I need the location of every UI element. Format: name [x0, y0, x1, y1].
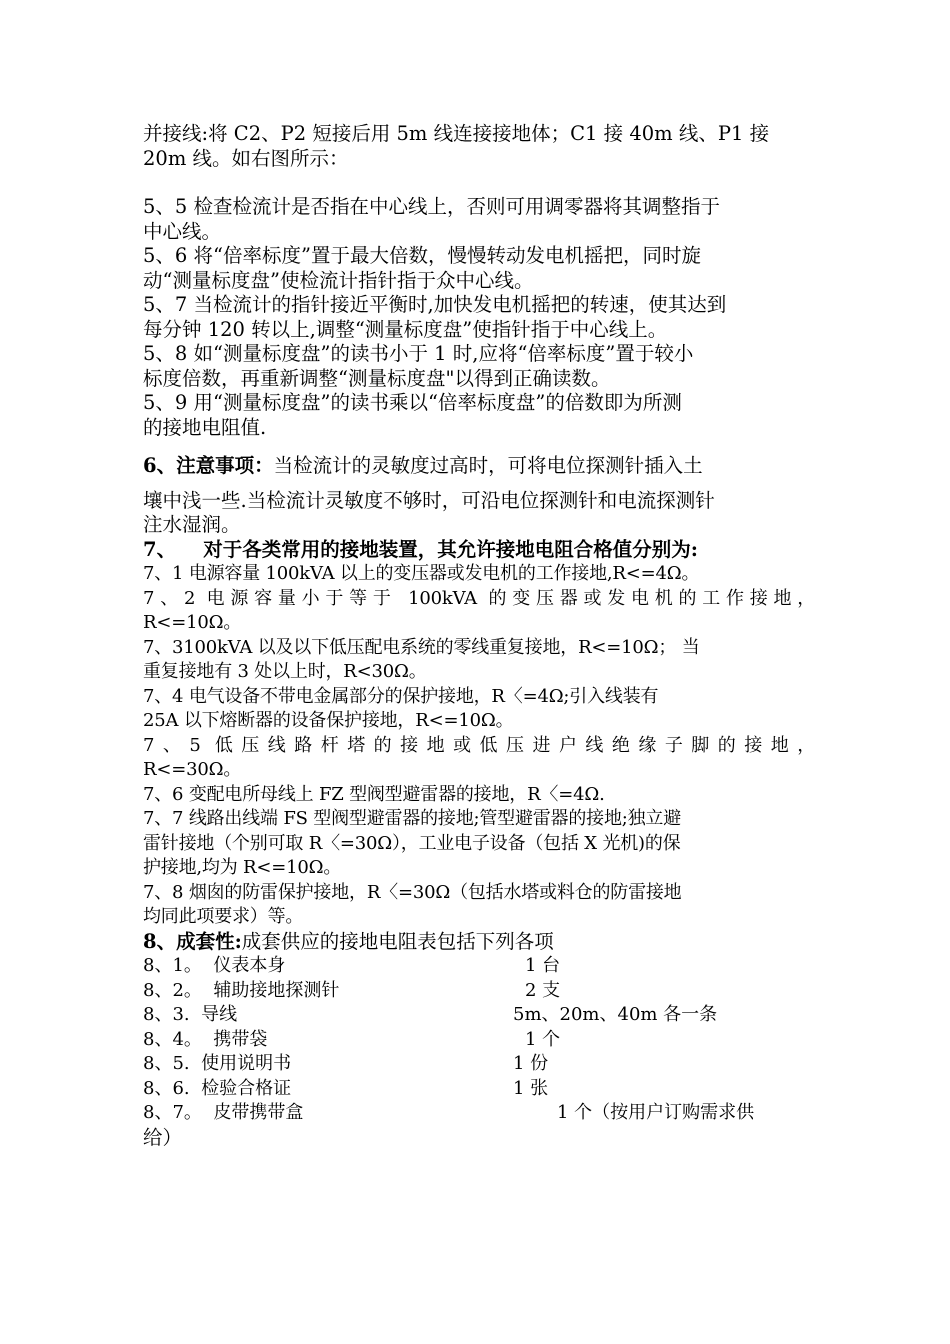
rule-line: 7、7 线路出线端 FS 型阀型避雷器的接地;管型避雷器的接地;独立避: [143, 808, 682, 829]
package-qty: 1 份: [513, 1053, 549, 1074]
package-qty: 1 张: [513, 1077, 549, 1099]
rule-line: R<=30Ω。: [143, 759, 242, 780]
step-line: 5、6 将“倍率标度”置于最大倍数，慢慢转动发电机摇把，同时旋: [143, 244, 701, 267]
rule-line: 7、2 电源容量小于等于 100kVA 的变压器或发电机的工作接地，: [143, 587, 815, 609]
section7-list: [143, 562, 815, 930]
rule-line: 7、5 低压线路杆塔的接地或低压进户线绝缘子脚的接地，: [143, 734, 815, 756]
rule-line: 7、8 烟囱的防雷保护接地，R〈=30Ω（包括水塔或料仓的防雷接地: [143, 881, 682, 903]
section7-heading: 7、 对于各类常用的接地装置，其允许接地电阻合格值分别为:: [143, 537, 698, 561]
rule-line: 重复接地有 3 处以上时，R<30Ω。: [143, 661, 427, 682]
package-qty: 1 个: [525, 1028, 561, 1050]
notes-text: 当检流计的灵敏度过高时，可将电位探测针插入土: [273, 454, 703, 477]
step-line: 5、5 检查检流计是否指在中心线上，否则可用调零器将其调整指于: [143, 195, 721, 218]
notes-heading: 6、注意事项：: [143, 454, 274, 477]
step-line: 每分钟 120 转以上,调整“测量标度盘”使指针指于中心线上。: [143, 317, 668, 341]
document-body: [143, 122, 815, 1150]
intro-line: 并接线:将 C2、P2 短接后用 5m 线连接接地体；C1 接 40m 线、P1 接: [143, 122, 770, 145]
step-list: [143, 195, 815, 440]
package-item: 8、3. 导线 5m、20m、40m 各一条: [143, 1003, 815, 1028]
package-item: 8、4。 携带袋 1 个: [143, 1028, 815, 1053]
rule-line: 25A 以下熔断器的设备保护接地，R<=10Ω。: [143, 710, 514, 731]
package-qty: 5m、20m、40m 各一条: [513, 1004, 718, 1025]
package-qty: 2 支: [525, 979, 561, 1001]
package-item: 8、2。 辅助接地探测针 2 支: [143, 979, 815, 1004]
step-line: 的接地电阻值.: [143, 415, 267, 439]
package-item: 8、5. 使用说明书 1 份: [143, 1052, 815, 1077]
notes-line: 壤中浅一些.当检流计灵敏度不够时，可沿电位探测针和电流探测针: [143, 488, 715, 512]
section8-heading: [143, 930, 815, 955]
rule-line: 7、3100kVA 以及以下低压配电系统的零线重复接地，R<=10Ω； 当: [143, 636, 700, 658]
package-item: 8、1。 仪表本身 1 台: [143, 954, 815, 979]
section8-label: 8、成套性:: [143, 929, 242, 953]
rule-line: 雷针接地（个别可取 R〈=30Ω），工业电子设备（包括 X 光机)的保: [143, 832, 681, 854]
notes-paragraph: [143, 454, 815, 479]
rule-line: 均同此项要求）等。: [143, 906, 304, 927]
package-item: 8、6. 检验合格证 1 张: [143, 1077, 815, 1102]
package-tail: 给）: [143, 1125, 183, 1149]
rule-line: 7、4 电气设备不带电金属部分的保护接地，R〈=4Ω;引入线装有: [143, 685, 659, 707]
rule-line: 7、6 变配电所母线上 FZ 型阀型避雷器的接地，R〈=4Ω.: [143, 783, 605, 805]
intro-line: 20m 线。如右图所示：: [143, 146, 349, 170]
section8-text: 成套供应的接地电阻表包括下列各项: [241, 929, 554, 953]
rule-line: 护接地,均为 R<=10Ω。: [143, 857, 342, 878]
step-line: 5、7 当检流计的指针接近平衡时,加快发电机摇把的转速，使其达到: [143, 293, 727, 316]
step-line: 5、8 如“测量标度盘”的读书小于 1 时,应将“倍率标度”置于较小: [143, 342, 694, 365]
package-item: 8、7。 皮带携带盒 1 个（按用户订购需求供: [143, 1101, 815, 1126]
step-line: 中心线。: [143, 219, 222, 243]
notes-line: 注水湿润。: [143, 513, 241, 536]
step-line: 标度倍数，再重新调整“测量标度盘"以得到正确读数。: [143, 366, 611, 390]
step-line: 5、9 用“测量标度盘”的读书乘以“倍率标度盘”的倍数即为所测: [143, 391, 682, 414]
rule-line: 7、1 电源容量 100kVA 以上的变压器或发电机的工作接地,R<=4Ω。: [143, 563, 700, 584]
package-qty: 1 台: [525, 955, 561, 976]
package-qty: 1 个（按用户订购需求供: [557, 1102, 755, 1123]
step-line: 动“测量标度盘”使检流计指针指于众中心线。: [143, 268, 534, 292]
package-list: [143, 954, 815, 1150]
rule-line: R<=10Ω。: [143, 612, 242, 633]
